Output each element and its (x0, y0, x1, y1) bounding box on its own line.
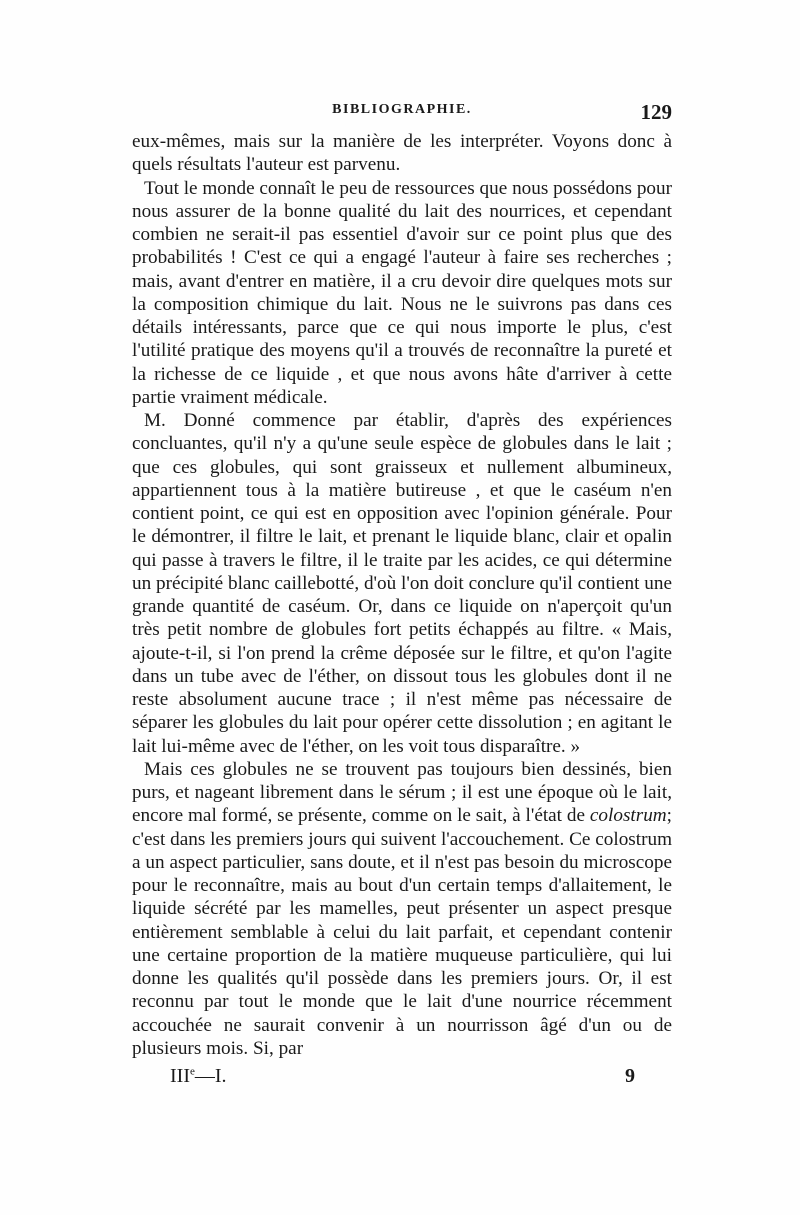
text-segment: ; c'est dans les premiers jours qui suivent l'accouchement. Ce colostrum a un aspect particulier, sans doute, et il n'est pas besoin du microscope pour le reconnaître, mais au bout d'un certain temps d'allaitement, le liquide sécrété par les mamelles, peut présenter un aspect presque entièrement semblable à celui du lait parfait, et cependant contenir une certaine proportion de la matière muqueuse particulière, qui lui donne les qualités qu'il possède dans les premiers jours. Or, il est reconnu par tout le monde que le lait d'une nourrice récemment accouchée ne saurait convenir à un nourrisson âgé d'un ou de plusieurs mois. Si, par (132, 805, 672, 1059)
text-segment: Mais ces globules ne se trouvent pas toujours bien dessinés, bien purs, et nageant librement dans le sérum ; il est une époque où le lait, encore mal formé, se présente, comme on le sait, à l'état de (132, 758, 672, 827)
body-text (132, 130, 672, 1060)
page-footer (170, 1065, 635, 1093)
text-segment: Tout le monde connaît le peu de ressources que nous possédons pour nous assurer de la bonne qualité du lait des nourrices, et cependant combien ne serait-il pas essentiel d'avoir sur ce point plus que des probabilités ! C'est ce qui a engagé l'auteur à faire ses recherches ; mais, avant d'entrer en matière, il a cru devoir dire quelques mots sur la composition chimique du lait. Nous ne le suivrons pas dans ces détails intéressants, parce que ce qui nous importe le plus, c'est l'utilité pratique des moyens qu'il a trouvés de reconnaître la pureté et la richesse de ce liquide , et que nous avons hâte d'arriver à cette partie vraiment médicale. (132, 177, 672, 408)
paragraph (132, 130, 672, 177)
paragraph (132, 758, 672, 1060)
signature-rest: —I. (194, 1065, 227, 1087)
italic-term: colostrum (589, 805, 667, 827)
sheet-number: 9 (625, 1065, 635, 1087)
running-title: BIBLIOGRAPHIE. (332, 102, 472, 117)
paragraph (132, 409, 672, 758)
paragraph (132, 177, 672, 410)
page-number: 129 (640, 100, 672, 124)
signature-mark (170, 1065, 227, 1088)
signature-sup: e (189, 1065, 195, 1078)
signature-main: III (170, 1065, 190, 1087)
text-segment: eux-mêmes, mais sur la manière de les interpréter. Voyons donc à quels résultats l'auteur est parvenu. (132, 131, 672, 176)
text-segment: M. Donné commence par établir, d'après des expériences concluantes, qu'il n'y a qu'une seule espèce de globules dans le lait ; que ces globules, qui sont graisseux et nullement albumineux, appartiennent tous à la matière butireuse , et que le caséum n'en contient point, ce qui est en opposition avec l'opinion générale. Pour le démontrer, il filtre le lait, et prenant le liquide blanc, clair et opalin qui passe à travers le filtre, il le traite par les acides, ce qui détermine un précipité blanc caillebotté, d'où l'on doit conclure qu'il contient une grande quantité de caséum. Or, dans ce liquide on n'aperçoit qu'un très petit nombre de globules fort petits échappés au filtre. « Mais, ajoute-t-il, si l'on prend la crême déposée sur le filtre, et qu'on l'agite dans un tube avec de l'éther, on dissout tous les globules dont il ne reste absolument aucune trace ; il n'est même pas nécessaire de séparer les globules du lait pour opérer cette dissolution ; en agitant le lait lui-même avec de l'éther, on les voit tous disparaître. » (132, 410, 672, 757)
page-header (132, 100, 672, 128)
